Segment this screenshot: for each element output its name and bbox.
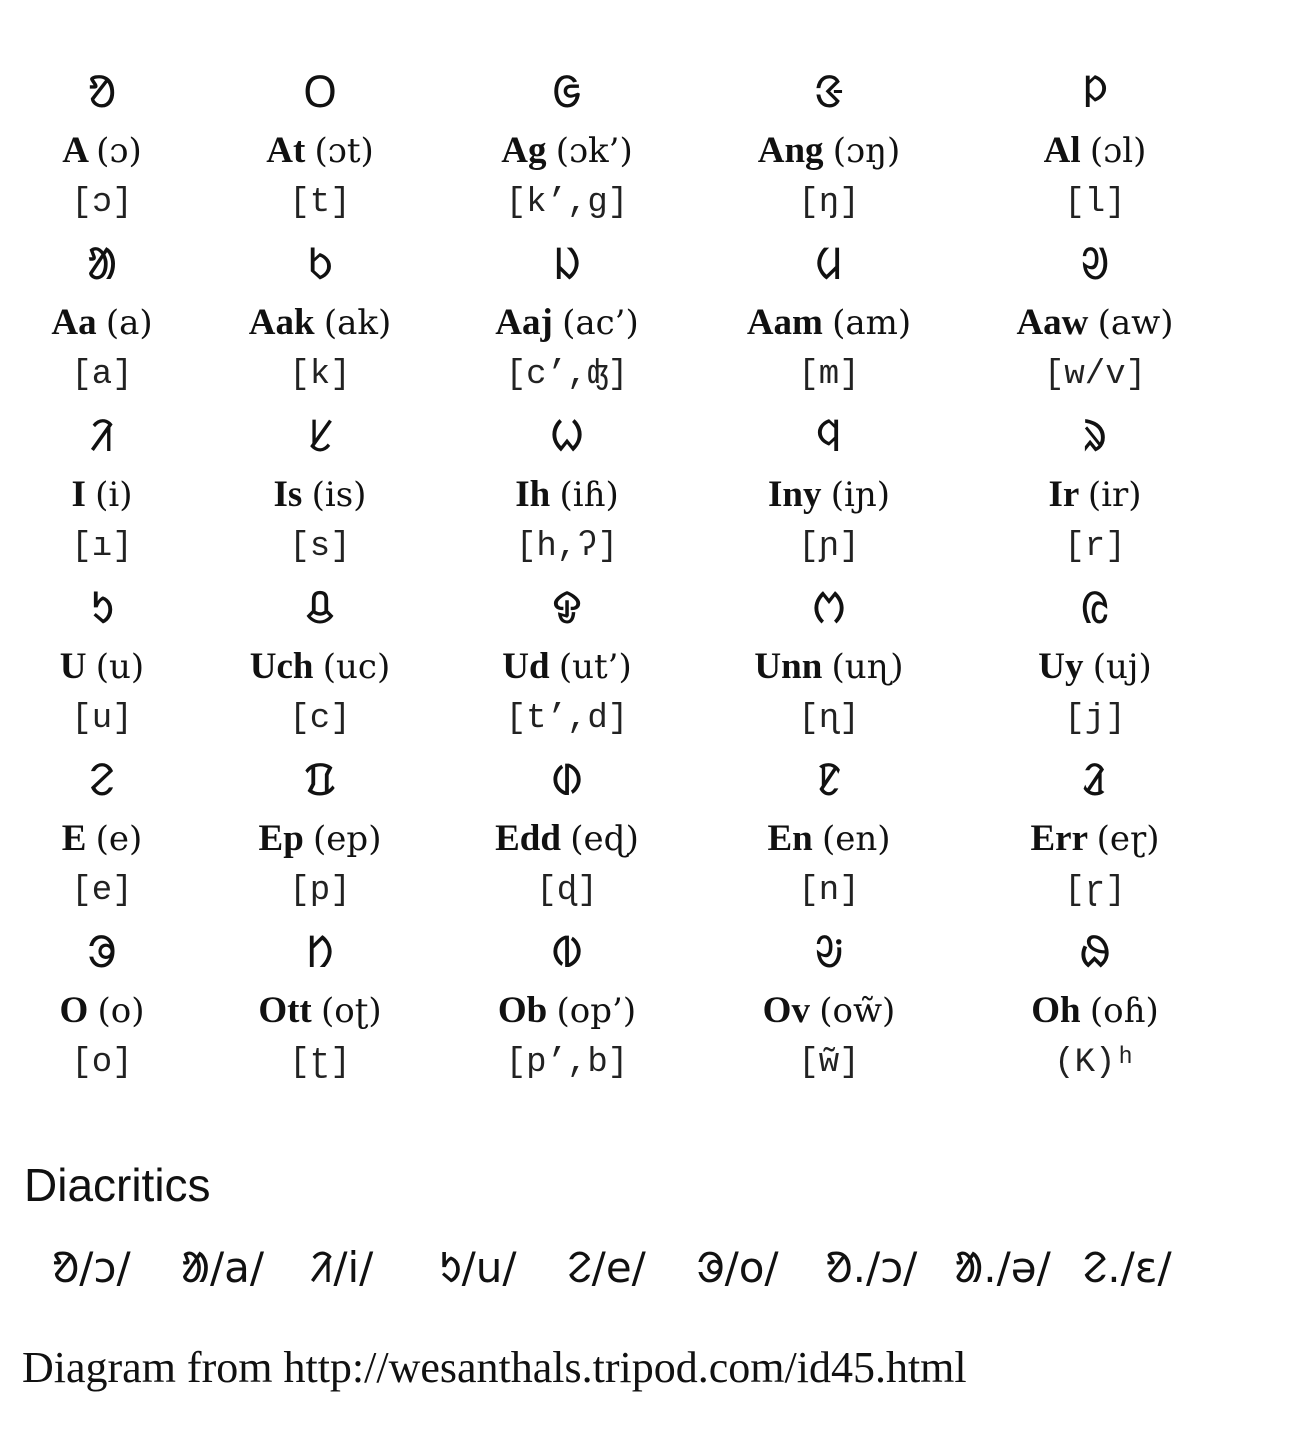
letter-glyph: ᱮ — [89, 755, 115, 806]
letter-cell — [0, 62, 204, 234]
letter-name — [258, 984, 381, 1038]
letter-glyph: ᱞ — [1082, 67, 1108, 118]
letter-glyph: ᱭ — [1080, 583, 1110, 634]
letter-name — [1038, 640, 1151, 694]
letter-roman: O — [59, 990, 89, 1031]
letter-cell — [204, 234, 436, 406]
letter-ipa: (ɔŋ) — [832, 131, 901, 171]
letter-glyph: ᱶ — [814, 927, 844, 978]
diacritic-ipa: /u/ — [461, 1243, 517, 1292]
diacritic-item — [52, 1238, 181, 1295]
letter-cell — [204, 62, 436, 234]
letter-roman: Ang — [757, 130, 824, 171]
letter-ipa: (ɔl) — [1089, 131, 1147, 171]
letter-roman: Aaj — [495, 302, 553, 343]
letter-name — [768, 468, 890, 522]
letter-cell — [436, 578, 698, 750]
letter-phonetic: [e] — [71, 872, 133, 910]
letter-cell — [204, 406, 436, 578]
letter-ipa: (eɽ) — [1096, 819, 1160, 859]
letter-glyph: ᱩ — [90, 583, 114, 634]
letter-phonetic: [ɽ] — [1064, 872, 1126, 910]
letter-name — [758, 124, 901, 178]
diacritic-item — [181, 1238, 310, 1295]
letter-glyph: ᱴ — [306, 927, 334, 978]
letter-cell — [960, 62, 1230, 234]
letter-roman: Oh — [1031, 990, 1081, 1031]
letter-glyph: ᱡ — [553, 239, 581, 290]
letter-phonetic: [ʈ] — [289, 1044, 351, 1082]
letter-phonetic: [w/v] — [1043, 356, 1147, 394]
letter-cell — [0, 234, 204, 406]
letter-cell — [0, 578, 204, 750]
letter-phonetic: [ŋ] — [798, 184, 860, 222]
letter-name — [515, 468, 619, 522]
letter-name — [495, 812, 639, 866]
letter-cell — [960, 234, 1230, 406]
letter-name — [1048, 468, 1141, 522]
letter-cell — [204, 750, 436, 922]
letter-cell — [698, 578, 960, 750]
letter-glyph: ᱜ — [552, 67, 582, 118]
letter-cell — [960, 750, 1230, 922]
letter-cell — [698, 750, 960, 922]
letter-name — [249, 296, 391, 350]
letter-ipa: (is) — [311, 475, 367, 515]
letter-roman: Unn — [754, 646, 823, 687]
letter-glyph: ᱷ — [1079, 927, 1111, 978]
letter-name — [754, 640, 903, 694]
letter-phonetic: [p’,b] — [505, 1044, 629, 1082]
letter-ipa: (e) — [95, 819, 143, 859]
letter-glyph: ᱬ — [812, 583, 846, 634]
letter-phonetic: [w̃] — [798, 1044, 860, 1082]
letter-phonetic: [ɔ] — [71, 184, 133, 222]
letter-glyph: ᱵ — [551, 927, 583, 978]
diacritic-ipa: /a/ — [209, 1243, 265, 1292]
alphabet-grid — [0, 62, 1230, 1094]
letter-roman: Ott — [258, 990, 312, 1031]
letter-cell — [960, 406, 1230, 578]
letter-roman: Err — [1030, 818, 1088, 859]
letter-roman: Aaw — [1016, 302, 1089, 343]
letter-cell — [436, 234, 698, 406]
letter-ipa: (u) — [95, 647, 145, 687]
letter-name — [60, 640, 144, 694]
diacritics-row — [52, 1238, 1212, 1295]
letter-roman: Aam — [746, 302, 823, 343]
letter-glyph: ᱯ — [303, 755, 337, 806]
letter-glyph: ᱛ — [302, 67, 338, 118]
letter-roman: Edd — [495, 818, 561, 859]
letter-glyph: ᱟ — [86, 239, 118, 290]
letter-phonetic: [a] — [71, 356, 133, 394]
letter-cell — [0, 922, 204, 1094]
letter-cell — [698, 406, 960, 578]
letter-name — [59, 984, 144, 1038]
letter-roman: Ep — [258, 818, 304, 859]
letter-phonetic: [p] — [289, 872, 351, 910]
diacritic-glyph: ᱩ — [438, 1243, 462, 1292]
letter-roman: Iny — [767, 474, 822, 515]
letter-phonetic: [c] — [289, 700, 351, 738]
letter-roman: Al — [1043, 130, 1081, 171]
letter-glyph: ᱪ — [305, 583, 335, 634]
source-caption: Diagram from http://wesanthals.tripod.com/id45.html — [22, 1343, 967, 1392]
letter-phonetic: [t] — [289, 184, 351, 222]
letter-roman: Uch — [249, 646, 314, 687]
letter-ipa: (ɔk’) — [555, 131, 633, 171]
letter-name — [1031, 984, 1159, 1038]
letter-cell — [960, 922, 1230, 1094]
diacritic-glyph: ᱚ. — [825, 1243, 866, 1292]
letter-ipa: (ep) — [313, 819, 382, 859]
letter-glyph: ᱳ — [87, 927, 117, 978]
letter-name — [767, 812, 890, 866]
letter-phonetic: [ɳ] — [798, 700, 860, 738]
diacritic-glyph: ᱚ — [52, 1243, 80, 1292]
letter-ipa: (i) — [95, 475, 133, 515]
letter-phonetic: [o] — [71, 1044, 133, 1082]
letter-ipa: (ak) — [323, 303, 392, 343]
letter-ipa: (op’) — [556, 991, 637, 1031]
letter-phonetic: [r] — [1064, 528, 1126, 566]
diacritic-item — [954, 1238, 1083, 1295]
letter-cell — [436, 922, 698, 1094]
letter-ipa: (iɦ) — [559, 475, 619, 515]
letter-cell — [960, 578, 1230, 750]
letter-phonetic: [j] — [1064, 700, 1126, 738]
letter-roman: Aak — [248, 302, 315, 343]
letter-roman: Ih — [515, 474, 551, 515]
letter-cell — [204, 922, 436, 1094]
diacritic-glyph: ᱟ. — [954, 1243, 997, 1292]
letter-name — [62, 124, 142, 178]
letter-ipa: (ɔ) — [96, 131, 142, 171]
letter-name — [71, 468, 132, 522]
letter-name — [62, 812, 143, 866]
diacritic-ipa: /ə/ — [996, 1243, 1051, 1292]
diacritic-glyph: ᱳ — [696, 1243, 725, 1292]
letter-glyph: ᱱ — [816, 755, 842, 806]
letter-glyph: ᱝ — [814, 67, 844, 118]
letter-ipa: (eɖ) — [570, 819, 639, 859]
letter-glyph: ᱲ — [1082, 755, 1108, 806]
diacritic-item — [825, 1238, 954, 1295]
letter-ipa: (ir) — [1087, 475, 1142, 515]
diacritic-ipa: /e/ — [591, 1243, 646, 1292]
letter-cell — [698, 922, 960, 1094]
letter-roman: Ov — [762, 990, 810, 1031]
letter-cell — [436, 750, 698, 922]
letter-ipa: (en) — [821, 819, 891, 859]
letter-phonetic: [ı] — [71, 528, 133, 566]
letter-roman: Is — [273, 474, 303, 515]
letter-ipa: (uj) — [1092, 647, 1152, 687]
letter-glyph: ᱰ — [551, 755, 583, 806]
diacritic-ipa: /ɔ/ — [865, 1243, 918, 1292]
letter-roman: Ag — [501, 130, 547, 171]
letter-ipa: (ɔt) — [314, 131, 374, 171]
letter-phonetic: [c’,ʤ] — [505, 356, 629, 394]
diacritic-glyph: ᱤ — [309, 1243, 334, 1292]
letter-roman: En — [767, 818, 813, 859]
letter-roman: U — [59, 646, 87, 687]
letter-roman: Ob — [497, 990, 548, 1031]
letter-ipa: (o) — [97, 991, 145, 1031]
letter-roman: Aa — [51, 302, 97, 343]
diacritic-glyph: ᱮ — [567, 1243, 592, 1292]
letter-name — [502, 640, 631, 694]
letter-cell — [0, 406, 204, 578]
letter-ipa: (a) — [105, 303, 153, 343]
letter-glyph: ᱤ — [89, 411, 115, 462]
letter-name — [495, 296, 638, 350]
letter-cell — [698, 62, 960, 234]
diacritic-item — [439, 1238, 568, 1295]
diacritic-item — [310, 1238, 439, 1295]
letter-cell — [698, 234, 960, 406]
letter-name — [250, 640, 390, 694]
letter-phonetic: [n] — [798, 872, 860, 910]
letter-phonetic: [ɲ] — [798, 528, 860, 566]
letter-ipa: (ut’) — [558, 647, 632, 687]
diacritic-item — [696, 1238, 825, 1295]
letter-name — [1044, 124, 1147, 178]
letter-roman: A — [62, 130, 87, 171]
letter-roman: E — [61, 818, 87, 859]
letter-cell — [436, 406, 698, 578]
letter-ipa: (uc) — [322, 647, 391, 687]
letter-phonetic: (K)ʰ — [1054, 1044, 1136, 1082]
letter-phonetic: [s] — [289, 528, 351, 566]
diacritic-ipa: /o/ — [724, 1243, 779, 1292]
letter-name — [501, 124, 632, 178]
letter-glyph: ᱚ — [87, 67, 117, 118]
letter-phonetic: [k] — [289, 356, 351, 394]
letter-phonetic: [h,ʔ] — [515, 528, 619, 566]
diacritic-ipa: /ɔ/ — [79, 1243, 131, 1292]
letter-glyph: ᱫ — [552, 583, 582, 634]
diacritic-item — [1083, 1238, 1212, 1295]
letter-ipa: (ow̃) — [819, 991, 896, 1031]
letter-roman: Uy — [1038, 646, 1084, 687]
diacritic-item — [568, 1238, 697, 1295]
letter-name — [747, 296, 911, 350]
letter-phonetic: [u] — [71, 700, 133, 738]
letter-ipa: (iɲ) — [830, 475, 891, 515]
letter-cell — [204, 578, 436, 750]
letter-roman: Ir — [1048, 474, 1079, 515]
letter-ipa: (aw) — [1097, 303, 1174, 343]
letter-roman: I — [71, 474, 86, 515]
letter-phonetic: [ɖ] — [536, 872, 598, 910]
diacritic-glyph: ᱮ. — [1083, 1243, 1121, 1292]
letter-glyph: ᱢ — [815, 239, 843, 290]
letter-phonetic: [l] — [1064, 184, 1126, 222]
letter-name — [1016, 296, 1173, 350]
diacritic-ipa: /ɛ/ — [1120, 1243, 1172, 1292]
letter-ipa: (oɦ) — [1089, 991, 1159, 1031]
letter-glyph: ᱨ — [1083, 411, 1107, 462]
letter-phonetic: [k’,g] — [505, 184, 629, 222]
letter-ipa: (am) — [832, 303, 912, 343]
letter-ipa: (ac’) — [562, 303, 639, 343]
letter-name — [274, 468, 367, 522]
letter-cell — [0, 750, 204, 922]
letter-glyph: ᱥ — [307, 411, 333, 462]
letter-name — [51, 296, 152, 350]
letter-phonetic: [t’,d] — [505, 700, 629, 738]
letter-name — [266, 124, 374, 178]
diacritics-heading: Diacritics — [24, 1159, 211, 1211]
letter-glyph: ᱣ — [1080, 239, 1110, 290]
letter-roman: At — [266, 130, 306, 171]
letter-name — [763, 984, 896, 1038]
letter-name — [259, 812, 382, 866]
letter-name — [1030, 812, 1159, 866]
diacritic-glyph: ᱟ — [180, 1243, 210, 1292]
letter-name — [498, 984, 636, 1038]
letter-roman: Ud — [502, 646, 550, 687]
diacritic-ipa: /i/ — [333, 1243, 374, 1292]
letter-glyph: ᱦ — [550, 411, 584, 462]
letter-glyph: ᱠ — [307, 239, 333, 290]
letter-glyph: ᱧ — [816, 411, 842, 462]
letter-phonetic: [m] — [798, 356, 860, 394]
letter-ipa: (uɳ) — [831, 647, 904, 687]
letter-ipa: (oʈ) — [321, 991, 382, 1031]
letter-cell — [436, 62, 698, 234]
